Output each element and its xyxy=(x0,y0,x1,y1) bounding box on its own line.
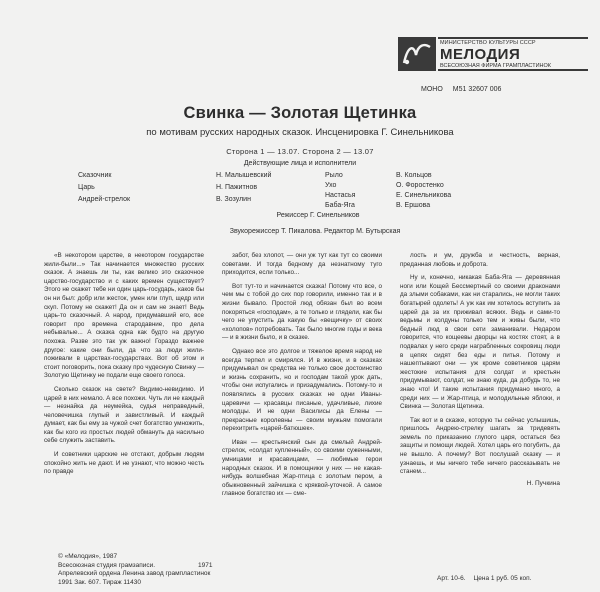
paragraph: Вот тут-то и начинается сказка! Потому что все, о чем мы с тобой до сих пор говорили, именно так и в жизни бывало. Простой люд обязан был во всем покоряться «господам», а те только и глядели, как бы чего не упустить да какую бы «вещичку» от своих «холопов» потребовать. Так было многие годы и века — и в жизни было, и в сказке. xyxy=(222,282,382,342)
catalog-line xyxy=(421,86,511,93)
paragraph: Иван — крестьянский сын да смелый Андрей-стрелок, «солдат купленный», со своими суженными, умницами и красавицами, — любимые герои народных сказок. И в помощники у них — не какая-нибудь волшебная Жар-птица с золотым пером, а обыкновенный зайчишка с кряквой-уточкой. А самое главное богатство их — сме- xyxy=(222,438,382,498)
article-code: Арт. 10-6. xyxy=(437,575,466,582)
cast-actor: О. Форостенко xyxy=(396,182,444,189)
cast-actor: В. Ершова xyxy=(396,202,431,209)
plant-line: Апрелевский ордена Ленина завод грампластинок xyxy=(58,570,211,577)
cast-role: Царь xyxy=(78,184,95,191)
cast-list-right xyxy=(325,172,505,212)
cast-heading: Действующие лица и исполнители xyxy=(243,160,357,167)
cast-row xyxy=(78,172,278,184)
paragraph: Ну и, конечно, никакая Баба-Яга — деревянная ноги или Кощей Бессмертный со своими драконами да злыми собаками, как ни старались, не могли таких богатырей одолеть! А уж как им хотелось вступить за царей да за их приживал всяких. Ведь и сами-то ведьмы и колдуны только тем и живы были, что бедный люд в свои сети заманивали. Недаром говорится, что кощеевы дворцы на костях стоят, а в подвалах у него среди награбленных сокровищ люди в цепях сидят без еды и питья. Потому и нашептывают они — уж кроме советников царям жестокие испытания для солдат и крестьян придумывают, солдат, не знаю куда, да добудь то, не знаю что! И такие испытания придумано много, а среди них — и Жар-птица, и молодильные яблоки, и Свинка — Золотая Щетинка. xyxy=(400,274,560,411)
logo-wordmark xyxy=(438,37,588,71)
logo-ministry-text: МИНИСТЕРСТВО КУЛЬТУРЫ СССР xyxy=(440,40,536,46)
copyright-line: © «Мелодия», 1987 xyxy=(58,553,118,560)
logo-firm-text: ВСЕСОЮЗНАЯ ФИРМА ГРАМПЛАСТИНОК xyxy=(440,63,551,69)
sound-credit: Звукорежиссер Т. Пикалова. Редактор М. Бутырская xyxy=(229,228,401,235)
side-durations: Сторона 1 — 13.07. Сторона 2 — 13.07 xyxy=(226,147,374,156)
paragraph: Сколько сказок на свете? Видимо-невидимо. И царей в них немало. А все похожи. Чуть ли не каждый — незнайка да неумейка, судья неправедный, человечишка глупый и завистливый. И каждый думает, как бы ему за чужой счет богатство умножить, как бы кого из простых людей обмануть да насильно себе служить заставить. xyxy=(44,385,204,445)
melodiya-logo xyxy=(398,37,590,83)
imprint xyxy=(58,553,213,587)
cast-row xyxy=(78,196,278,208)
cast-row xyxy=(325,172,505,182)
text-column-2 xyxy=(222,252,382,499)
cast-role: Ухо xyxy=(325,182,337,189)
logo-name-text: МЕЛОДИЯ xyxy=(440,46,521,63)
price-line xyxy=(437,575,539,582)
cast-actor: Е. Синельникова xyxy=(396,192,452,199)
cast-role: Настасья xyxy=(325,192,356,199)
cast-list-left xyxy=(78,172,278,208)
cast-row xyxy=(325,182,505,192)
melodiya-logo-icon xyxy=(398,37,436,71)
studio-year: 1971 xyxy=(198,561,213,569)
cast-row xyxy=(325,192,505,202)
paragraph: забот, без хлопот, — они уж тут как тут со своими советами. И тогда бедному да незнатному туго приходится, если только... xyxy=(222,252,382,277)
record-title: Свинка — Золотая Щетинка xyxy=(183,104,417,122)
catalog-number: М51 32607 006 xyxy=(452,86,502,93)
paragraph: «В некотором царстве, в некотором государстве жили-были...» Так начинается множество русских сказок. А знаешь ли ты, как велико это сказочное царство-государство и с каких времен существует? Этого не скажет тебе ни один царь-государь, каков бы он ни был: добр или жесток, умен или глуп, щедр или скуп. Потому не скажет! Да он и сам не знает! Ведь царь-то сказочный. А народ, придумавший его, все говорит про времена стародавние, про дела небывалые... А сказка одна как будто на другую похожа. Разве это так уж важно! Гораздо важнее другое: какие они были, да что за люди жили-поживали в царствах-государствах. Вот об этом и стоит поговорить, пока сказку про чудесную Свинку — Золотую Щетинку не подали еще своего голоса. xyxy=(44,252,204,380)
record-subtitle: по мотивам русских народных сказок. Инсценировка Г. Синельникова xyxy=(146,127,454,138)
cast-role: Баба-Яга xyxy=(325,202,355,209)
text-column-3 xyxy=(400,252,560,488)
paragraph: Так вот и в сказке, которую ты сейчас услышишь, пришлось Андрею-стрелку шагать за тридевять земель по приказанию глупого царя, остаться без защиты и помощи людей. Хотел царь его погубить, да не вышло. А почему? Вот послушай сказку — и узнаешь, и мы ничего тебе ничего рассказывать не станем... xyxy=(400,416,560,476)
mode-label: МОНО xyxy=(421,86,443,93)
cast-role: Рыло xyxy=(325,172,343,179)
cast-actor: Н. Малышевский xyxy=(216,172,272,179)
paragraph: И советники царские не отстают, добрым людям спокойно жить не дают. И не узнают, что можно честь по правде xyxy=(44,451,204,476)
cast-row xyxy=(78,184,278,196)
cast-actor: В. Кольцов xyxy=(396,172,432,179)
paragraph: лость и ум, дружба и честность, верная, преданная любовь и доброта. xyxy=(400,252,560,268)
author-signature: Н. Пучкина xyxy=(526,479,560,487)
paragraph: Однако все это долгое и тяжелое время народ не всегда терпел и смирялся. И в жизни, и в сказках придумывал он средства не только свое достоинство и жизнь сохранить, но и господам такой урок дать, чтобы они испугались и призадумались. Потому-то и появлялись в русских сказках не одни Иваны-царевичи — красавцы писаные, удачливые, лихие молодцы. И не одни Василисы да Елены — прекрасные королевны — своим мужьям помогали перехитрить «царей-батюшек». xyxy=(222,347,382,433)
director-credit: Режиссер Г. Синельников xyxy=(276,212,360,219)
studio-line xyxy=(58,561,213,571)
cast-actor: В. Зозулин xyxy=(216,196,251,203)
print-line: 1991 Зак. 607. Тираж 11430 xyxy=(58,578,142,586)
price-text: Цена 1 руб. 05 коп. xyxy=(473,575,532,582)
studio-name: Всесоюзная студия грамзаписи. xyxy=(58,561,156,569)
text-column-1 xyxy=(44,252,204,477)
cast-role: Сказочник xyxy=(78,172,112,179)
cast-role: Андрей-стрелок xyxy=(78,196,131,203)
cast-actor: Н. Пажитнов xyxy=(216,184,258,191)
cast-row xyxy=(325,202,505,212)
